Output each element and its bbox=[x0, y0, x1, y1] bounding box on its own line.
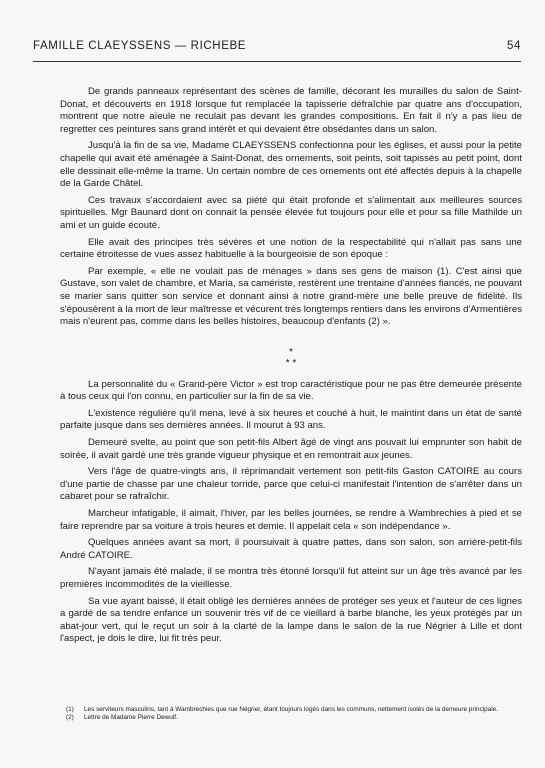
page-number: 54 bbox=[507, 40, 521, 52]
paragraph: Jusqu'à la fin de sa vie, Madame CLAEYSSENS confectionna pour les églises, et aussi pour la petite chapelle qui avait été aménagée à Saint-Donat, des ornements, soit peints, soit tapissés au petit point, dont elle dessinait elle-même la trame. Un certain nombre de ces ornements ont été affectés depuis à la chapelle de la Garde Châtel. bbox=[60, 140, 522, 190]
paragraph: La personnalité du « Grand-père Victor » est trop caractéristique pour ne pas être demeurée présente à tous ceux qui l'on connu, en particulier sur la fin de sa vie. bbox=[60, 378, 522, 403]
paragraph: Vers l'âge de quatre-vingts ans, il réprimandait vertement son petit-fils Gaston CATOIRE au cours d'une partie de chasse par une chaleur torride, parce que celui-ci manifestait l'intention de s'arrêter dans un cabaret pour se rafraîchir. bbox=[60, 466, 522, 503]
footnote-text: Lettre de Madame Pierre Dewulf. bbox=[84, 714, 178, 722]
paragraph: Sa vue ayant baissé, il était obligé les dernières années de protéger ses yeux et l'auteur de ces lignes a gardé de sa tendre enfance un souvenir très vif de ce vieillard à barbe blanche, les yeux protégés par un abat-jour vert, qui le reçut un soir à la clarté de la lampe dans le salon de la rue Négrier à Lille et dont l'aspect, je dois le dire, lui fit très peur. bbox=[60, 595, 522, 645]
paragraph: Ces travaux s'accordaient avec sa piété qui était profonde et s'alimentait aux meilleures sources spirituelles. Mgr Baunard dont on connait la pensée élevée fut toujours pour elle et pour sa fille Mathilde un ami et un guide écouté. bbox=[60, 194, 522, 231]
main-text bbox=[60, 86, 522, 650]
running-title: FAMILLE CLAEYSSENS — RICHEBE bbox=[33, 40, 247, 52]
footnote-number: (1) bbox=[66, 706, 74, 713]
footnote bbox=[66, 714, 506, 722]
footnote bbox=[66, 706, 506, 714]
header-rule bbox=[33, 61, 521, 62]
paragraph: Elle avait des principes très sévères et une notion de la respectabilité qui n'allait pas sans une certaine étroitesse de vues assez habituelle à la bourgeoisie de son époque : bbox=[60, 236, 522, 261]
paragraph: Marcheur infatigable, il aimait, l'hiver, par les belles journées, se rendre à Wambrechies à pied et se faire reprendre par sa voiture à trois heures et demie. Il appelait cela « son indépendance ». bbox=[60, 508, 522, 532]
paragraph: Quelques années avant sa mort, il poursuivait à quatre pattes, dans son salon, son arrière-petit-fils André CATOIRE. bbox=[60, 537, 522, 561]
paragraph: N'ayant jamais été malade, il se montra très étonné lorsqu'il fut atteint sur un âge très avancé par les premières incommodités de la vieillesse. bbox=[60, 566, 522, 590]
paragraph: De grands panneaux représentant des scènes de famille, décorant les murailles du salon de Saint-Donat, et découverts en 1918 lorsque fut remplacée la tapisserie défraîchie par quatre ans d'occupation, montrent que notre aïeule ne reculait pas devant les grandes compositions. En fait il n'y a pas lieu de regretter ces peintures sans grand intérêt et qui devaient être obsédantes dans un salon. bbox=[60, 86, 522, 135]
paragraph: Demeuré svelte, au point que son petit-fils Albert âgé de vingt ans pouvait lui emprunter son habit de soirée, il avait gardé une très grande vigueur physique et en remontrait aux jeunes. bbox=[60, 437, 522, 461]
separator-top-asterisk: * bbox=[289, 346, 293, 358]
separator-bottom-asterisks: * * bbox=[285, 357, 297, 369]
footnote-number: (2) bbox=[66, 714, 74, 722]
paragraph: Par exemple, « elle ne voulait pas de ménages » dans ses gens de maison (1). C'est ainsi que Gustave, son valet de chambre, et Maria, sa caméristе, restèrent une trentaine d'années fiancés, ne pouvant se marier sans quitter son service et donnant ainsi à notre grand-mère une belle preuve de fidélité. Ils s'épousèrent à la mort de leur maîtresse et vécurent très longtemps rentiers dans les environs d'Armentières mais n'eurent pas, comme dans les belles histoires, beaucoup d'enfants (2) ». bbox=[60, 265, 522, 328]
section-separator bbox=[60, 347, 522, 369]
footnotes bbox=[66, 706, 506, 722]
page-header bbox=[33, 40, 521, 56]
paragraph: L'existence régulière qu'il mena, levé à six heures et couché à huit, le maintint dans un état de santé parfaite jusque dans ses dernières années. Il mourut à 93 ans. bbox=[60, 407, 522, 432]
footnote-text: Les serviteurs masculins, tant à Wambrechies que rue Négrier, étant toujours logés dans les communs, nettement isolés de la demeure principale. bbox=[84, 706, 498, 713]
